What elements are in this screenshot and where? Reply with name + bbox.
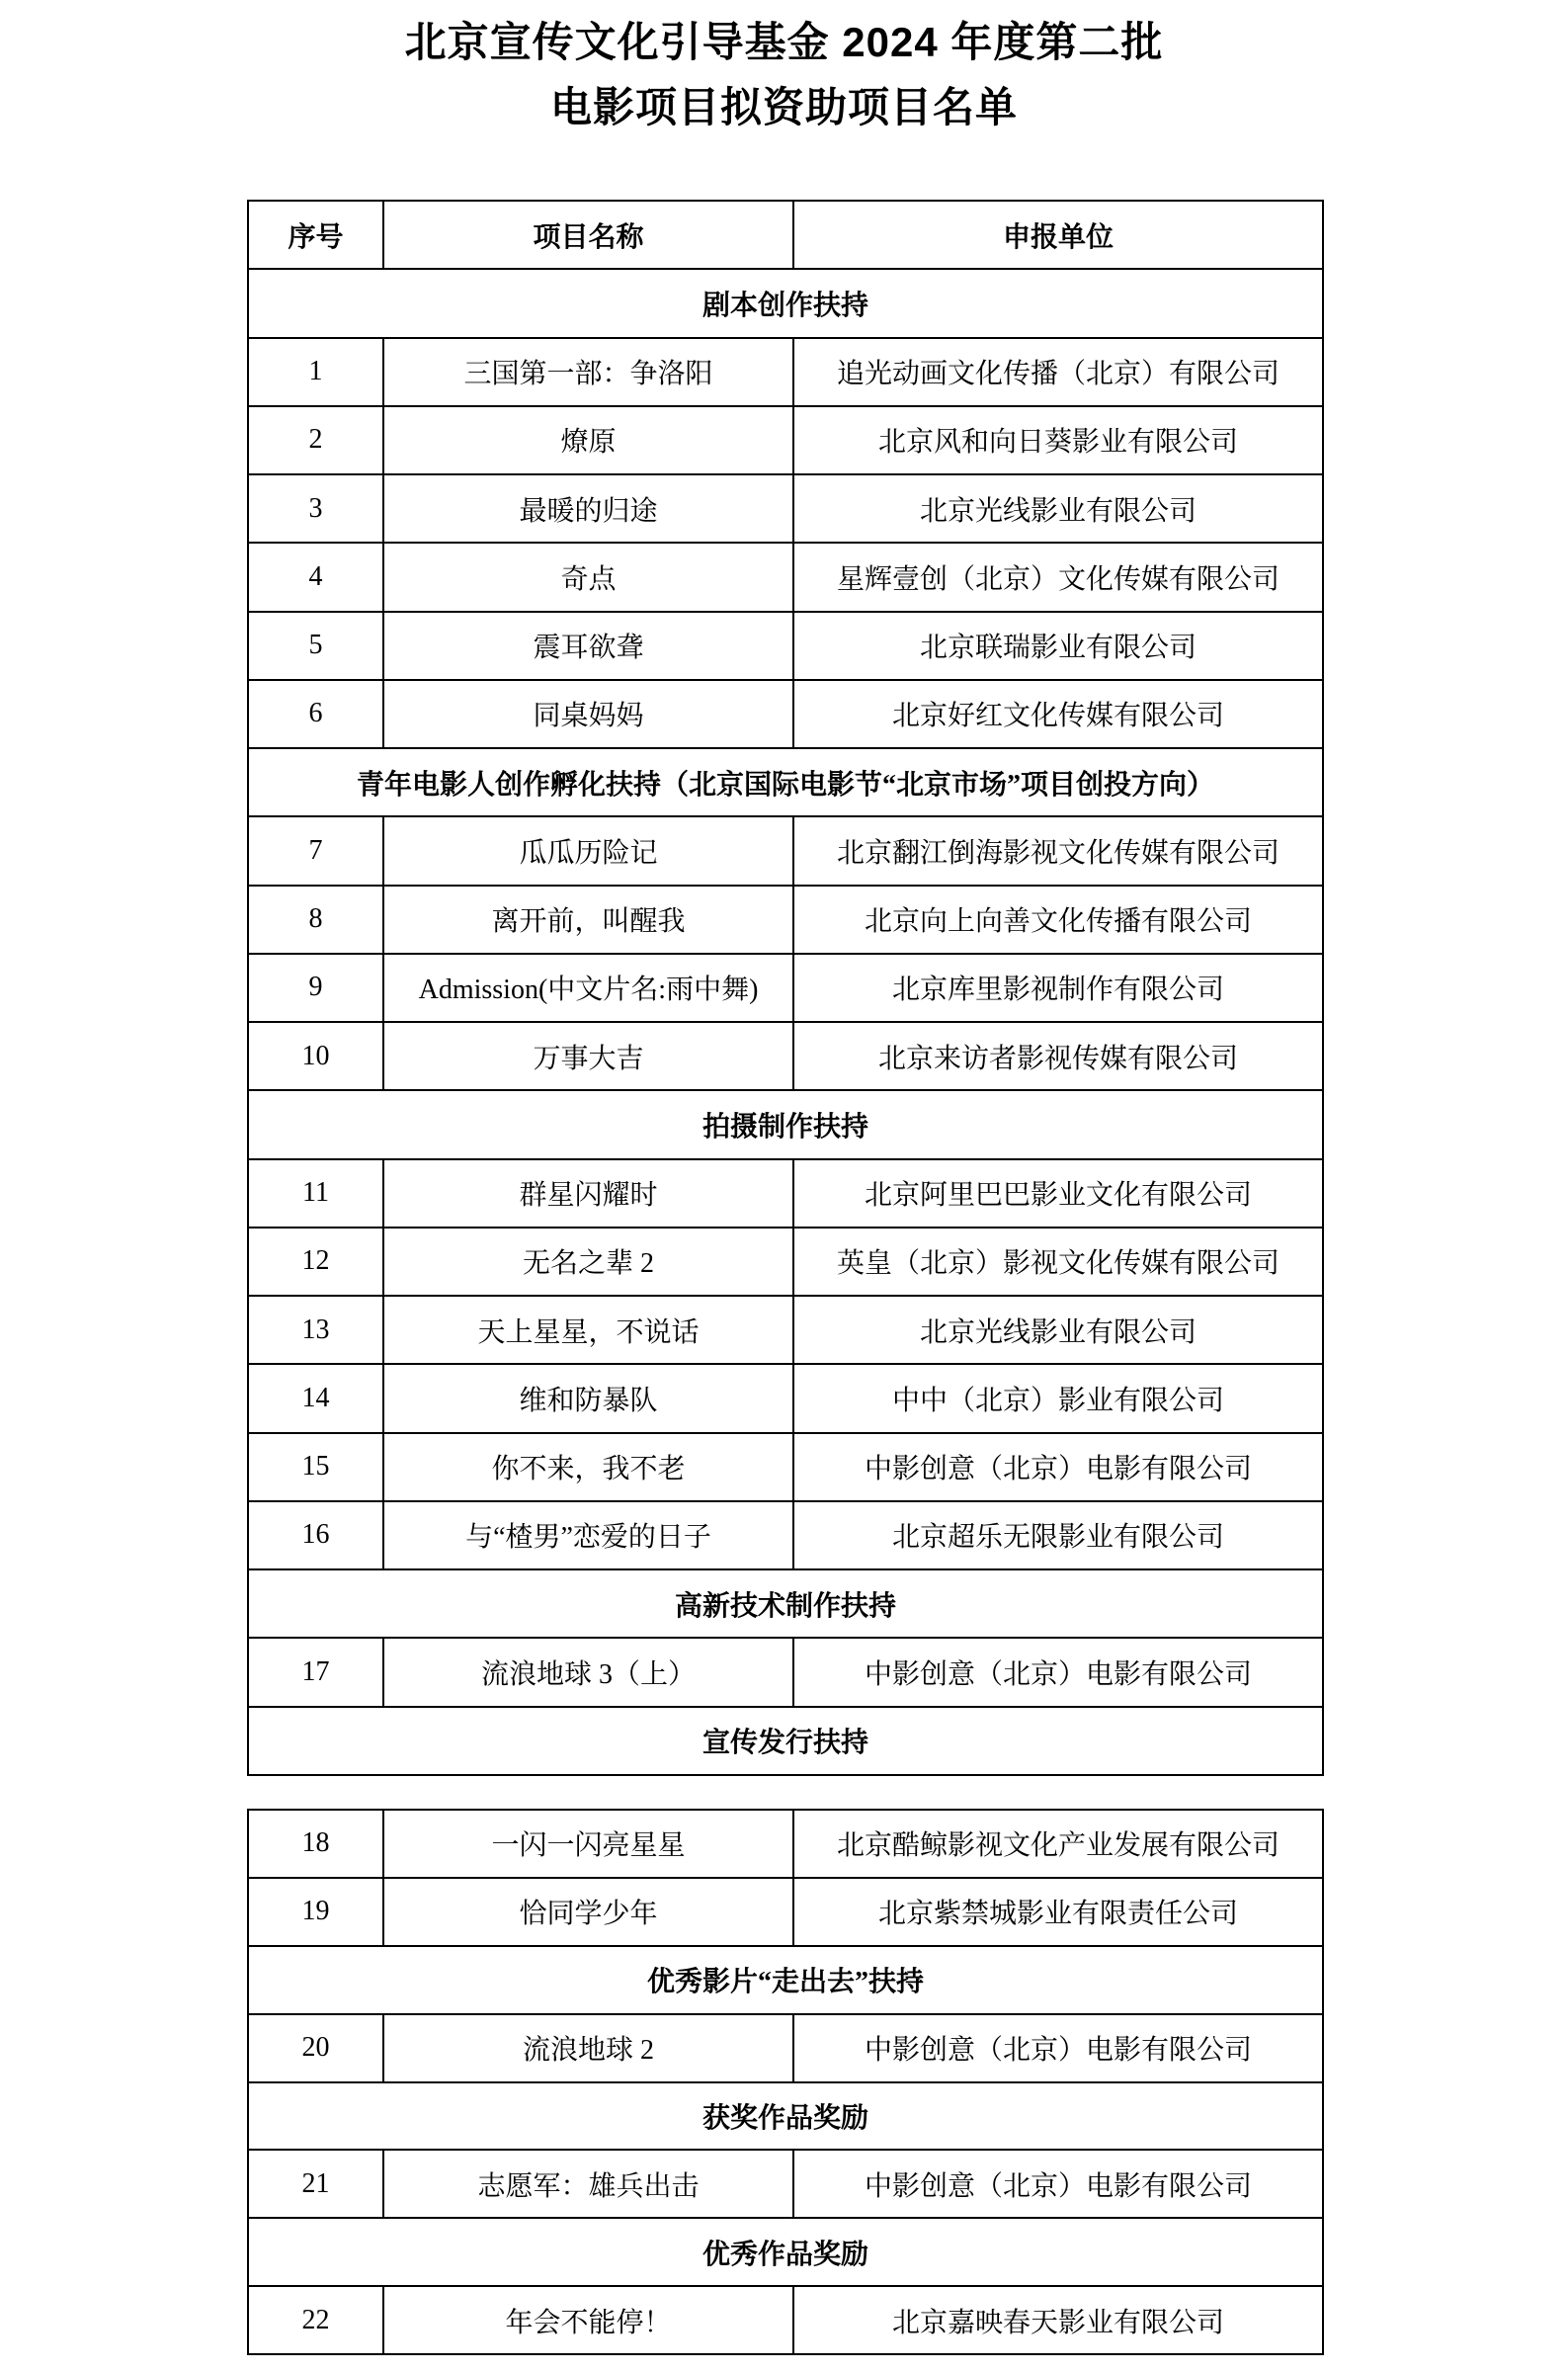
table-row (248, 2150, 1323, 2218)
table-row (248, 1433, 1323, 1501)
table-row (248, 338, 1323, 406)
section-title: 获奖作品奖励 (248, 2082, 1323, 2151)
table-row (248, 2014, 1323, 2082)
applicant-cell: 北京来访者影视传媒有限公司 (793, 1022, 1323, 1090)
applicant-cell: 北京好红文化传媒有限公司 (793, 680, 1323, 748)
section-row (248, 1946, 1323, 2014)
project-name-cell: 震耳欲聋 (383, 612, 793, 680)
project-name-cell: 一闪一闪亮星星 (383, 1810, 793, 1878)
table-row (248, 680, 1323, 748)
project-name-cell: 奇点 (383, 543, 793, 611)
project-name-cell: 同桌妈妈 (383, 680, 793, 748)
project-name-cell: 你不来，我不老 (383, 1433, 793, 1501)
applicant-cell: 追光动画文化传播（北京）有限公司 (793, 338, 1323, 406)
section-row (248, 1090, 1323, 1158)
document-title (0, 10, 1568, 140)
table-row (248, 612, 1323, 680)
project-name-cell: 流浪地球 3（上） (383, 1638, 793, 1706)
row-number-cell: 3 (248, 474, 383, 543)
project-name-cell: 万事大吉 (383, 1022, 793, 1090)
header-cell-applicant: 申报单位 (793, 201, 1323, 269)
table-row (248, 543, 1323, 611)
applicant-cell: 中影创意（北京）电影有限公司 (793, 1638, 1323, 1706)
section-title: 高新技术制作扶持 (248, 1569, 1323, 1638)
row-number-cell: 21 (248, 2150, 383, 2218)
applicant-cell: 中影创意（北京）电影有限公司 (793, 2014, 1323, 2082)
table-row (248, 816, 1323, 885)
applicant-cell: 北京嘉映春天影业有限公司 (793, 2286, 1323, 2354)
section-title: 剧本创作扶持 (248, 269, 1323, 337)
funded-projects-table-part-2 (247, 1809, 1324, 2355)
project-name-cell: 与“楂男”恋爱的日子 (383, 1501, 793, 1569)
row-number-cell: 9 (248, 954, 383, 1022)
header-cell-project: 项目名称 (383, 201, 793, 269)
row-number-cell: 16 (248, 1501, 383, 1569)
applicant-cell: 北京光线影业有限公司 (793, 474, 1323, 543)
row-number-cell: 1 (248, 338, 383, 406)
applicant-cell: 英皇（北京）影视文化传媒有限公司 (793, 1228, 1323, 1296)
project-name-cell: Admission(中文片名:雨中舞) (383, 954, 793, 1022)
applicant-cell: 北京翻江倒海影视文化传媒有限公司 (793, 816, 1323, 885)
row-number-cell: 14 (248, 1364, 383, 1432)
table-header-row (248, 201, 1323, 269)
project-name-cell: 志愿军：雄兵出击 (383, 2150, 793, 2218)
row-number-cell: 15 (248, 1433, 383, 1501)
project-name-cell: 维和防暴队 (383, 1364, 793, 1432)
applicant-cell: 北京紫禁城影业有限责任公司 (793, 1878, 1323, 1946)
project-name-cell: 三国第一部：争洛阳 (383, 338, 793, 406)
section-row (248, 748, 1323, 816)
table-row (248, 886, 1323, 954)
row-number-cell: 20 (248, 2014, 383, 2082)
document-title-line-2: 电影项目拟资助项目名单 (549, 84, 1018, 130)
funded-projects-table-part-1 (247, 200, 1324, 1776)
project-name-cell: 年会不能停！ (383, 2286, 793, 2354)
row-number-cell: 12 (248, 1228, 383, 1296)
table-row (248, 1501, 1323, 1569)
applicant-cell: 北京阿里巴巴影业文化有限公司 (793, 1159, 1323, 1228)
table-row (248, 1878, 1323, 1946)
table-row (248, 474, 1323, 543)
project-name-cell: 离开前，叫醒我 (383, 886, 793, 954)
table-row (248, 1228, 1323, 1296)
applicant-cell: 北京风和向日葵影业有限公司 (793, 406, 1323, 474)
table-row (248, 1022, 1323, 1090)
row-number-cell: 18 (248, 1810, 383, 1878)
row-number-cell: 7 (248, 816, 383, 885)
section-row (248, 2082, 1323, 2151)
applicant-cell: 北京联瑞影业有限公司 (793, 612, 1323, 680)
row-number-cell: 10 (248, 1022, 383, 1090)
table-row (248, 1364, 1323, 1432)
project-name-cell: 天上星星，不说话 (383, 1296, 793, 1364)
applicant-cell: 星辉壹创（北京）文化传媒有限公司 (793, 543, 1323, 611)
table-row (248, 2286, 1323, 2354)
project-name-cell: 无名之辈 2 (383, 1228, 793, 1296)
applicant-cell: 中影创意（北京）电影有限公司 (793, 2150, 1323, 2218)
project-name-cell: 群星闪耀时 (383, 1159, 793, 1228)
applicant-cell: 北京光线影业有限公司 (793, 1296, 1323, 1364)
row-number-cell: 11 (248, 1159, 383, 1228)
row-number-cell: 19 (248, 1878, 383, 1946)
table-row (248, 1638, 1323, 1706)
section-title: 宣传发行扶持 (248, 1707, 1323, 1776)
section-title: 优秀作品奖励 (248, 2218, 1323, 2286)
applicant-cell: 北京向上向善文化传播有限公司 (793, 886, 1323, 954)
table-row (248, 1296, 1323, 1364)
section-title: 优秀影片“走出去”扶持 (248, 1946, 1323, 2014)
row-number-cell: 17 (248, 1638, 383, 1706)
row-number-cell: 2 (248, 406, 383, 474)
table-row (248, 954, 1323, 1022)
row-number-cell: 6 (248, 680, 383, 748)
row-number-cell: 13 (248, 1296, 383, 1364)
section-title: 青年电影人创作孵化扶持（北京国际电影节“北京市场”项目创投方向） (248, 748, 1323, 816)
section-row (248, 269, 1323, 337)
table-row (248, 1159, 1323, 1228)
project-name-cell: 恰同学少年 (383, 1878, 793, 1946)
row-number-cell: 4 (248, 543, 383, 611)
section-row (248, 1569, 1323, 1638)
row-number-cell: 8 (248, 886, 383, 954)
row-number-cell: 22 (248, 2286, 383, 2354)
applicant-cell: 中影创意（北京）电影有限公司 (793, 1433, 1323, 1501)
section-row (248, 1707, 1323, 1776)
row-number-cell: 5 (248, 612, 383, 680)
project-name-cell: 瓜瓜历险记 (383, 816, 793, 885)
project-name-cell: 最暖的归途 (383, 474, 793, 543)
section-title: 拍摄制作扶持 (248, 1090, 1323, 1158)
applicant-cell: 中中（北京）影业有限公司 (793, 1364, 1323, 1432)
applicant-cell: 北京库里影视制作有限公司 (793, 954, 1323, 1022)
document-title-line-1: 北京宣传文化引导基金 2024 年度第二批 (404, 19, 1164, 65)
table-row (248, 406, 1323, 474)
applicant-cell: 北京超乐无限影业有限公司 (793, 1501, 1323, 1569)
header-cell-no: 序号 (248, 201, 383, 269)
project-name-cell: 燎原 (383, 406, 793, 474)
applicant-cell: 北京酷鲸影视文化产业发展有限公司 (793, 1810, 1323, 1878)
project-name-cell: 流浪地球 2 (383, 2014, 793, 2082)
section-row (248, 2218, 1323, 2286)
table-row (248, 1810, 1323, 1878)
